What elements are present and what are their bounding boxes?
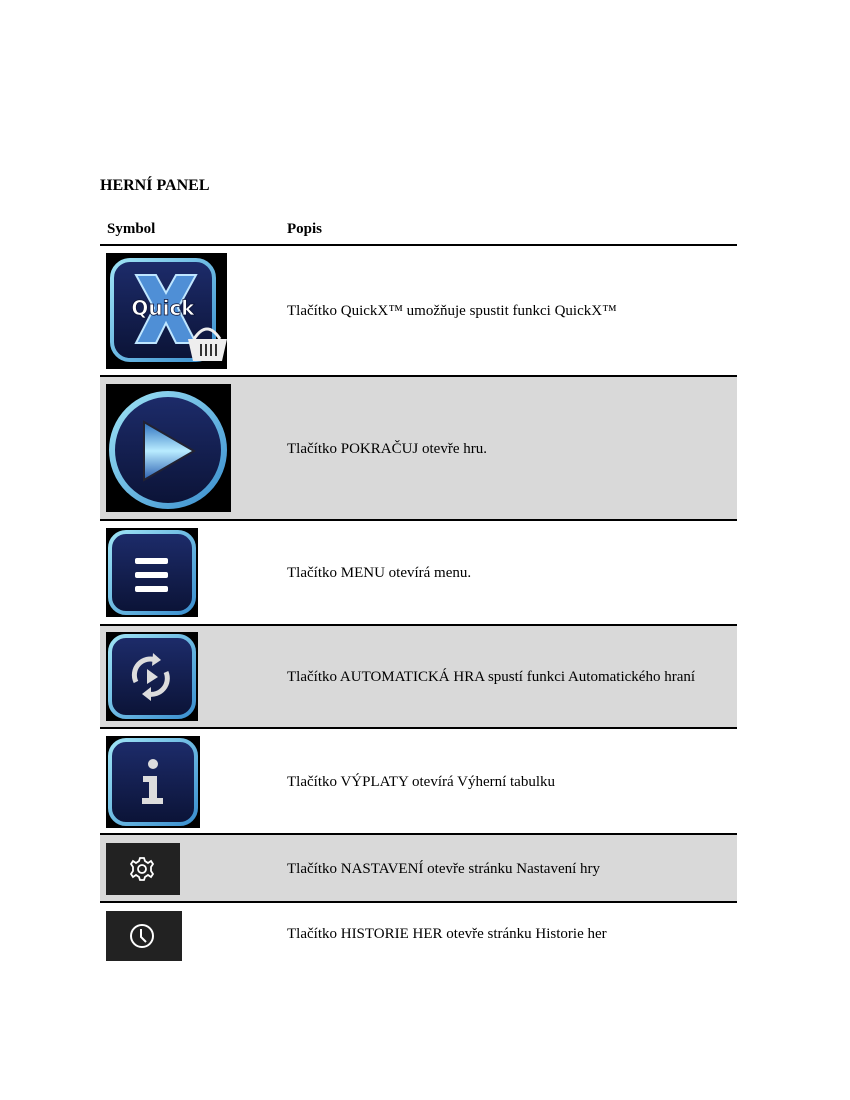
row-description: Tlačítko POKRAČUJ otevře hru.	[287, 440, 487, 457]
column-header-symbol: Symbol	[107, 221, 156, 237]
clock-icon	[106, 911, 182, 961]
play-icon	[106, 384, 231, 512]
row-description: Tlačítko HISTORIE HER otevře stránku Historie her	[287, 926, 607, 942]
column-header-description: Popis	[287, 221, 323, 237]
table-row	[100, 624, 737, 728]
table-row	[100, 244, 737, 375]
row-description: Tlačítko AUTOMATICKÁ HRA spustí funkci Automatického hraní	[287, 669, 696, 685]
row-description: Tlačítko NASTAVENÍ otevře stránku Nastavení hry	[287, 860, 601, 877]
table-row	[100, 833, 737, 902]
svg-text:Quick: Quick	[131, 296, 195, 320]
autoplay-icon	[106, 632, 198, 721]
menu-icon	[106, 528, 198, 617]
table-row	[100, 901, 737, 965]
section-heading: HERNÍ PANEL	[100, 177, 210, 194]
row-description: Tlačítko VÝPLATY otevírá Výherní tabulku	[287, 773, 556, 790]
row-description: Tlačítko MENU otevírá menu.	[287, 565, 472, 581]
gear-icon	[106, 843, 180, 895]
info-icon	[106, 736, 200, 828]
row-description: Tlačítko QuickX™ umožňuje spustit funkci QuickX™	[287, 302, 617, 319]
table-row	[100, 519, 737, 625]
quickx-basket-icon	[106, 253, 227, 369]
table-row	[100, 375, 737, 520]
table-row	[100, 727, 737, 834]
